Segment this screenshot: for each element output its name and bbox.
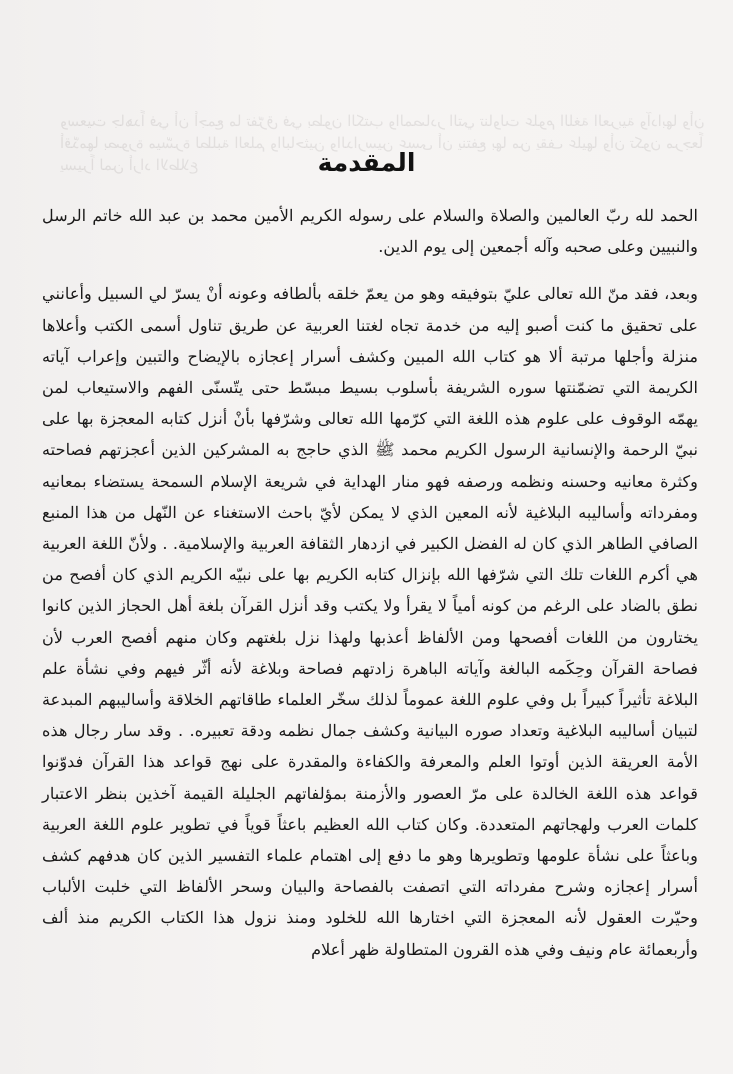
page-heading: المقدمة <box>317 148 416 177</box>
main-paragraph: وبعد، فقد منّ الله تعالى عليّ بتوفيقه وهو من يعمّ خلقه بألطافه وعونه أنْ يسرّ لي السبيل وأعانني على تحقيق ما كنت أصبو إليه من خدمة تجاه لغتنا العربية عن طريق تناول أسمى الكتب وأعلاها منزلة وأجلها مرتبة ألا هو كتاب الله المبين وكشف أسرار إعجازه بالإيضاح والتبين وإعراب آياته الكريمة التي تضمّنتها سوره الشريفة بأسلوب بسيط مبسّط حتى يتّسنّى الفهم والاستيعاب لمن يهمّه الوقوف على علوم هذه اللغة التي كرّمها الله تعالى وشرّفها بأنْ أنزل كتابه المعجزة بها على نبيّ الرحمة والإنسانية الرسول الكريم محمد ﷺ الذي حاجج به المشركين الذين أعجزتهم فصاحته وكثرة معانيه وحسنه ونظمه ورصفه فهو منار الهداية في شريعة الإسلام السمحة يستضاء بمعانيه ومفرداته وأساليبه البلاغية لأنه المعين الذي لا يمكن لأيّ باحث الاستغناء عن النّهل من هذا المنبع الصافي الطاهر الذي كان له الفضل الكبير في ازدهار الثقافة العربية والإسلامية. . ولأنّ اللغة العربية هي أكرم اللغات تلك التي شرّفها الله بإنزال كتابه الكريم بها على نبيّه الكريم الذي كان أفصح من نطق بالضاد على الرغم من كونه أمياً لا يقرأ ولا يكتب وقد أنزل القرآن بلغة أهل الحجاز الذين كانوا يختارون من اللغات أفصحها ومن الألفاظ أعذبها ولهذا نزل بلغتهم وكان منهم أفصح العرب لأن فصاحة القرآن وحِكَمه البالغة وآياته الباهرة زادتهم فصاحة وبلاغة لأنه أثّر فيهم وفي نشأة علم البلاغة تأثيراً كبيراً بل وفي علوم اللغة عموماً لذلك سخّر العلماء طاقاتهم الخلاقة وأساليبهم المبدعة لتبيان أساليبه البلاغية وتعداد صوره البيانية وكشف جمال نظمه ودقة تعبيره. . وقد سار رجال هذه الأمة العريقة الذين أوتوا العلم والمعرفة والكفاءة والمقدرة على نهج قواعد هذا القرآن فدوّنوا قواعد هذه اللغة الخالدة على مرّ العصور والأزمنة بمؤلفاتهم الجليلة القيمة آخذين بنظر الاعتبار كلمات العرب ولهجاتهم المتعددة. وكان كتاب الله العظيم باعثاً قوياً في تطوير علوم اللغة العربية وباعثاً على نشأة علومها وتطويرها وهو ما دفع إلى اهتمام علماء التفسير الذين كان هدفهم كشف أسرار إعجازه وشرح مفرداته التي اتصفت بالفصاحة والبيان وسحر الألفاظ التي خلبت الألباب وحيّرت العقول لأنه المعجزة التي اختارها الله للخلود ومنذ نزول هذا الكتاب الكريم منذ ألف وأربعمائة عام ونيف وفي هذه القرون المتطاولة ظهر أعلام <box>42 284 698 959</box>
intro-paragraph: الحمد لله ربّ العالمين والصلاة والسلام على رسوله الكريم الأمين محمد بن عبد الله خاتم الرسل والنبيين وعلى صحبه وآله أجمعين إلى يوم الدين. <box>42 206 698 257</box>
bleed-through-text: وسعيت جاهداً في أن أجمع ما تفرّق في بطون الكتب والمصادر التي تناولت علوم اللغة العربية وآدابها وأن أقدّمها بصورة ميسّرة لطلبة العلم والباحثين والدارسين عسى أن ينتفع بها من يقف عليها وأن تكون مرجعاً يسيراً لمن أراد الاطلاع <box>60 112 705 174</box>
body-text <box>42 200 698 965</box>
